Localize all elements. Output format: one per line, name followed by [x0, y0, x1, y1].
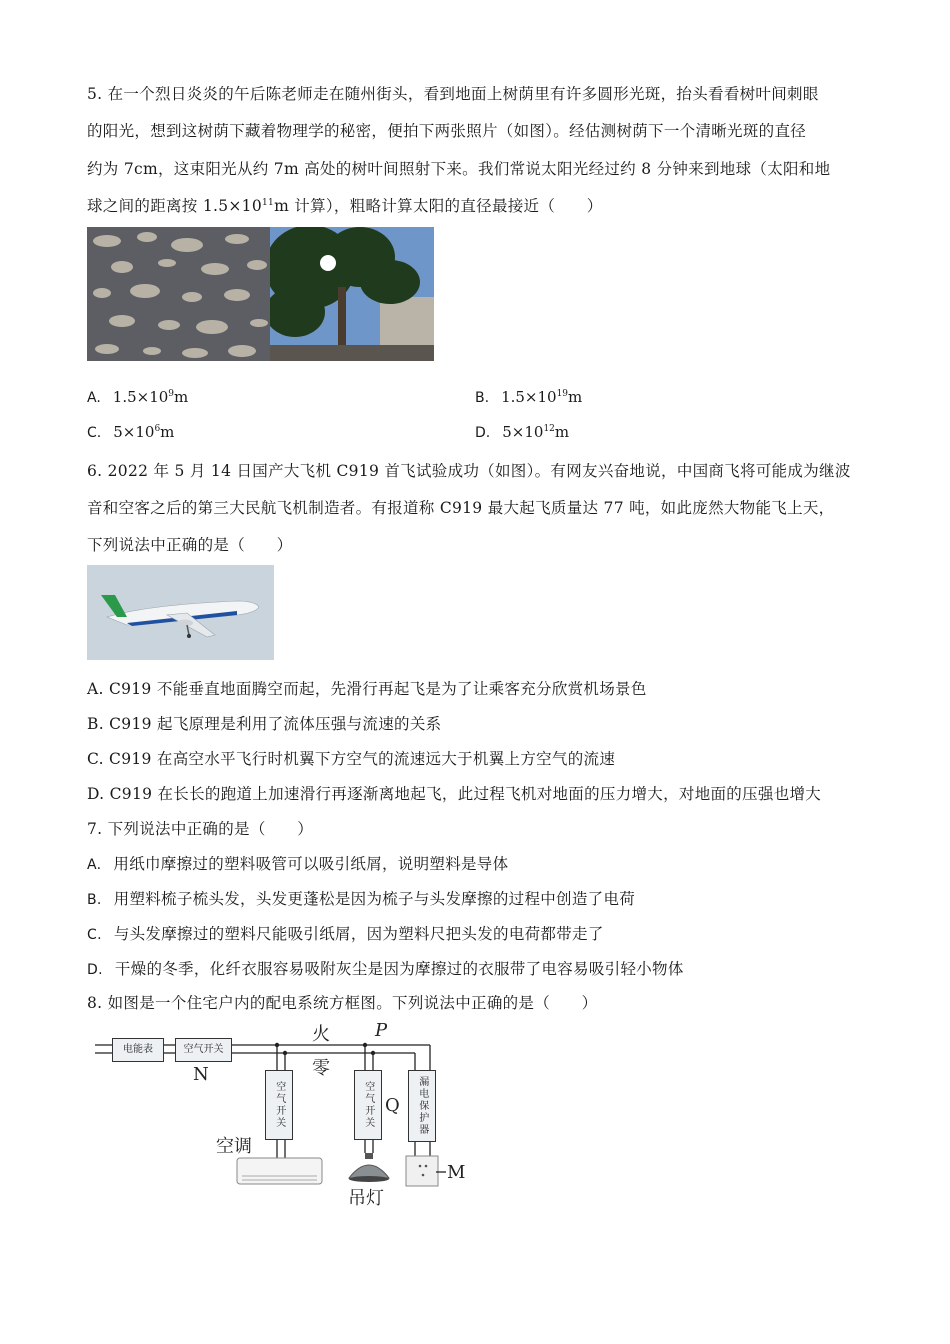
q5-option-d-base: 5×10: [502, 423, 544, 441]
q6-option-d[interactable]: D. C919 在长长的跑道上加速滑行再逐渐离地起飞，此过程飞机对地面的压力增大，对地面的压强也增大: [87, 785, 822, 803]
q5-option-c[interactable]: [87, 423, 174, 441]
q6-option-c[interactable]: C. C919 在高空水平飞行时机翼下方空气的流速远大于机翼上方空气的流速: [87, 750, 616, 768]
point-m-label: M: [447, 1162, 466, 1183]
q5-option-a-base: 1.5×10: [112, 388, 169, 406]
q6-option-a[interactable]: A. C919 不能垂直地面腾空而起，先滑行再起飞是为了让乘客充分欣赏机场景色: [87, 680, 647, 698]
q5-line4-pre: 球之间的距离按 1.5×10: [87, 197, 262, 215]
q5-option-d-label: D.: [475, 425, 491, 441]
ac-switch-label: 空气开关: [273, 1081, 285, 1129]
q7-option-a-text: 用纸巾摩擦过的塑料吸管可以吸引纸屑，说明塑料是导体: [113, 855, 509, 873]
q5-option-a-unit: m: [174, 388, 189, 406]
q5-option-b-unit: m: [568, 388, 583, 406]
point-p-label: P: [375, 1020, 388, 1041]
q5-option-c-exp: 6: [154, 424, 161, 434]
ac-switch-box: [265, 1070, 293, 1140]
q5-line4: [87, 194, 603, 216]
q8-stem: 8. 如图是一个住宅户内的配电系统方框图。下列说法中正确的是（ ）: [87, 994, 598, 1012]
lamp-switch-label: 空气开关: [362, 1081, 374, 1129]
q6-line3: 下列说法中正确的是（ ）: [87, 536, 293, 554]
leakage-protector-label: 漏电保护器: [416, 1076, 428, 1136]
leakage-protector-box: [408, 1070, 436, 1142]
q7-option-a[interactable]: [87, 852, 508, 874]
pendant-lamp-icon: [349, 1153, 389, 1182]
q5-option-a-label: A.: [87, 390, 101, 406]
q5-option-d-unit: m: [554, 423, 570, 441]
q7-option-b-text: 用塑料梳子梳头发，头发更蓬松是因为梳子与头发摩擦的过程中创造了电荷: [113, 890, 636, 908]
q5-option-c-base: 5×10: [113, 423, 155, 441]
q5-option-a-exp: 9: [168, 389, 175, 399]
main-switch-box: 空气开关: [175, 1038, 232, 1062]
q5-option-a[interactable]: [87, 388, 188, 406]
q7-option-b[interactable]: [87, 887, 635, 909]
q5-line2: 的阳光，想到这树荫下藏着物理学的秘密，便拍下两张照片（如图）。经估测树荫下一个清晰光斑的直径: [87, 122, 807, 140]
distribution-diagram: [90, 1018, 490, 1208]
q5-line4-post: m 计算），粗略计算太阳的直径最接近（ ）: [274, 197, 603, 215]
fire-wire-label: 火: [312, 1024, 330, 1045]
q5-line3: 约为 7cm，这束阳光从约 7m 高处的树叶间照射下来。我们常说太阳光经过约 8 分钟来到地球（太阳和地: [87, 160, 831, 178]
q7-option-d-label: D.: [87, 962, 103, 978]
q5-option-c-label: C.: [87, 425, 102, 441]
q7-option-c-text: 与头发摩擦过的塑料尺能吸引纸屑，因为塑料尺把头发的电荷都带走了: [113, 925, 604, 943]
air-conditioner-label: 空调: [216, 1136, 252, 1157]
air-conditioner-icon: [237, 1158, 322, 1184]
tree-sun-photo: [270, 227, 434, 361]
pendant-lamp-label: 吊灯: [348, 1188, 384, 1209]
q6-option-b[interactable]: B. C919 起飞原理是利用了流体压强与流速的关系: [87, 715, 442, 733]
q5-option-b-label: B.: [475, 390, 490, 406]
q7-option-b-label: B.: [87, 892, 102, 908]
q7-stem: 7. 下列说法中正确的是（ ）: [87, 820, 314, 838]
neutral-wire-label: 零: [312, 1058, 330, 1079]
c919-plane-photo: [87, 565, 274, 660]
q5-line4-sup: 11: [262, 197, 275, 208]
q5-line1: 5. 在一个烈日炎炎的午后陈老师走在随州街头，看到地面上树荫里有许多圆形光斑，抬头看看树叶间刺眼: [87, 85, 819, 103]
shade-spots-photo: [87, 227, 270, 361]
q5-option-b-exp: 19: [556, 389, 569, 399]
q7-option-c[interactable]: [87, 922, 604, 944]
point-q-label: Q: [385, 1095, 400, 1116]
q5-option-b[interactable]: [475, 388, 582, 406]
socket-icon: [406, 1156, 446, 1186]
lamp-switch-box: [354, 1070, 382, 1140]
q7-option-d-text: 干燥的冬季，化纤衣服容易吸附灰尘是因为摩擦过的衣服带了电容易吸引轻小物体: [114, 960, 684, 978]
q5-option-d[interactable]: [475, 423, 569, 441]
q5-option-b-base: 1.5×10: [501, 388, 557, 406]
q5-option-c-unit: m: [160, 423, 175, 441]
q5-option-d-exp: 12: [543, 424, 555, 434]
q7-option-c-label: C.: [87, 927, 102, 943]
q7-option-a-label: A.: [87, 857, 102, 873]
meter-box: 电能表: [112, 1038, 164, 1062]
q6-line2: 音和空客之后的第三大民航飞机制造者。有报道称 C919 最大起飞质量达 77 吨，如此庞然大物能飞上天，: [87, 499, 835, 517]
q6-line1: 6. 2022 年 5 月 14 日国产大飞机 C919 首飞试验成功（如图）。有网友兴奋地说，中国商飞将可能成为继波: [87, 462, 851, 480]
q7-option-d[interactable]: [87, 957, 684, 979]
point-n-label: N: [193, 1064, 209, 1085]
